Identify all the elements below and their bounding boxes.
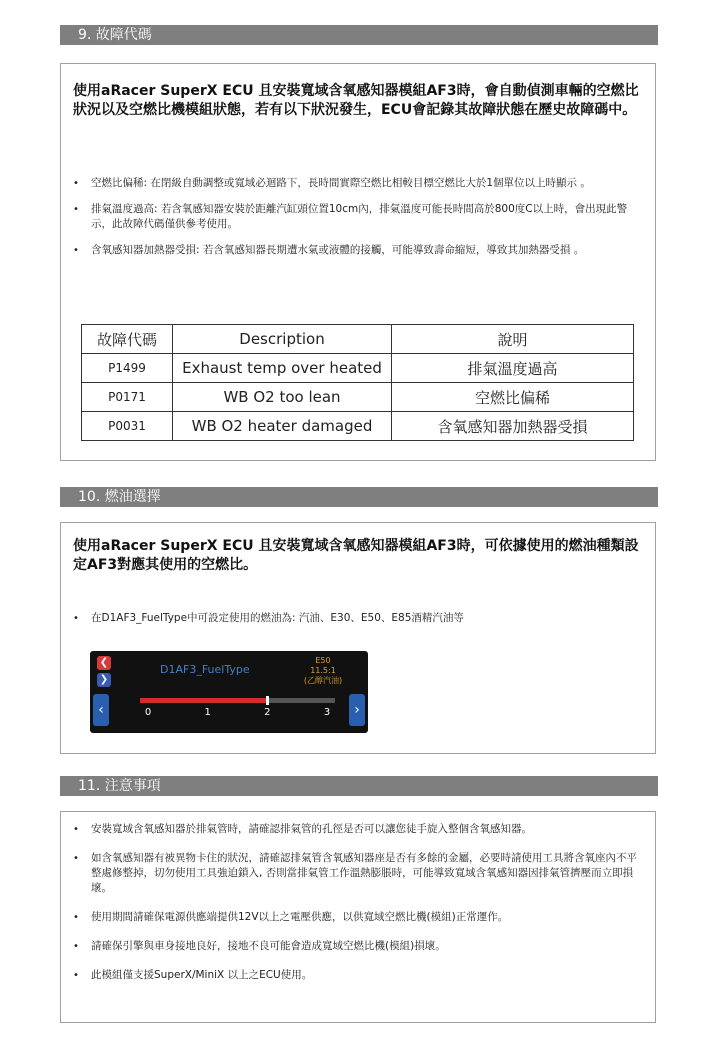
fault-description: Exhaust temp over heated <box>173 354 392 383</box>
fault-note: 含氧感知器加熱器受損 <box>392 412 634 441</box>
list-item: • 請確保引擎與車身接地良好，接地不良可能會造成寬域空燃比機(模組)損壞。 <box>71 939 641 954</box>
slider-tick-label: 3 <box>323 707 331 718</box>
fault-note: 空燃比偏稀 <box>392 383 634 412</box>
table-row <box>82 412 634 441</box>
list-item: • 安裝寬域含氧感知器於排氣管時，請確認排氣管的孔徑是否可以讓您徒手旋入整個含氧感知器。 <box>71 822 641 837</box>
slider-handle[interactable] <box>266 696 269 705</box>
section-9-bullets <box>71 176 641 258</box>
fuel-type-slider[interactable] <box>140 698 335 703</box>
list-item: • 空燃比偏稀: 在閉級自動調整或寬域必迴路下，長時間實際空燃比相較目標空燃比大於1個單位以上時顯示 。 <box>71 176 641 191</box>
section-11-box <box>60 811 656 1023</box>
section-9-intro: 使用aRacer SuperX ECU 且安裝寬域含氧感知器模組AF3時，會自動偵測車輛的空燃比狀況以及空燃比機模組狀態，若有以下狀況發生，ECU會記錄其故障狀態在歷史故障碼中。 <box>73 83 639 118</box>
increase-button[interactable] <box>97 656 111 670</box>
list-item: • 排氣溫度過高: 若含氧感知器安裝於距離汽缸頭位置10cm內，排氣溫度可能長時間高於800度C以上時，會出現此警示，此故障代碼僅供參考使用。 <box>71 202 641 232</box>
fuel-type-widget <box>90 651 368 733</box>
slider-fill <box>140 698 267 703</box>
list-item: • 如含氧感知器有被異物卡住的狀況，請確認排氣管含氧感知器座是否有多餘的金屬，必要時請使用工具將含氧座內不平整處修整掉，切勿使用工具強迫鎖入, 否則當排氣管工作溫熱膨脹時，可能導致寬域含氧感知器因排氣管擠壓而立即損壞。 <box>71 851 641 896</box>
section-11-bullets <box>71 822 641 983</box>
fault-code: P1499 <box>82 354 173 383</box>
section-11-title: 11. 注意事項 <box>78 778 161 794</box>
column-header-description: Description <box>173 325 392 354</box>
fault-code-table <box>81 324 634 441</box>
fault-description: WB O2 too lean <box>173 383 392 412</box>
chevron-right-icon: › <box>354 702 360 718</box>
section-10-bullets <box>71 611 641 626</box>
section-9-header <box>60 25 658 45</box>
section-10-box <box>60 522 656 754</box>
chevron-up-icon: ❮ <box>99 657 109 668</box>
parameter-name: D1AF3_FuelType <box>160 663 250 676</box>
list-item: • 在D1AF3_FuelType中可設定使用的燃油為: 汽油、E30、E50、E85酒精汽油等 <box>71 611 641 626</box>
section-10-title: 10. 燃油選擇 <box>78 489 161 505</box>
list-item: • 含氧感知器加熱器受損: 若含氧感知器長期遭水氣或液體的接觸，可能導致壽命縮短，導致其加熱器受損 。 <box>71 243 641 258</box>
fault-note: 排氣溫度過高 <box>392 354 634 383</box>
parameter-value <box>300 656 346 686</box>
section-9-box <box>60 63 656 461</box>
table-header-row <box>82 325 634 354</box>
list-item: • 使用期間請確保電源供應端提供12V以上之電壓供應，以供寬域空燃比機(模組)正常運作。 <box>71 910 641 925</box>
fault-code: P0031 <box>82 412 173 441</box>
slider-tick-label: 0 <box>144 707 152 718</box>
next-button[interactable] <box>349 694 365 726</box>
column-header-note: 說明 <box>392 325 634 354</box>
section-10-header <box>60 487 658 507</box>
value-ratio: 11.5:1 <box>310 666 336 675</box>
section-11-header <box>60 776 658 796</box>
value-label: (乙醇汽油) <box>303 676 343 685</box>
section-9-title: 9. 故障代碼 <box>78 27 152 43</box>
chevron-left-icon: ‹ <box>98 702 104 718</box>
slider-tick-label: 1 <box>204 707 211 718</box>
chevron-down-icon: ❯ <box>99 674 109 685</box>
section-10-intro: 使用aRacer SuperX ECU 且安裝寬域含氧感知器模組AF3時，可依據使用的燃油種類設定AF3對應其使用的空燃比。 <box>73 538 639 573</box>
fault-code: P0171 <box>82 383 173 412</box>
table-row <box>82 354 634 383</box>
column-header-code: 故障代碼 <box>82 325 173 354</box>
list-item: • 此模組僅支援SuperX/MiniX 以上之ECU使用。 <box>71 968 641 983</box>
slider-tick-label: 2 <box>264 707 271 718</box>
decrease-button[interactable] <box>97 673 111 687</box>
fault-description: WB O2 heater damaged <box>173 412 392 441</box>
table-row <box>82 383 634 412</box>
previous-button[interactable] <box>93 694 109 726</box>
value-fuel: E50 <box>315 656 331 665</box>
